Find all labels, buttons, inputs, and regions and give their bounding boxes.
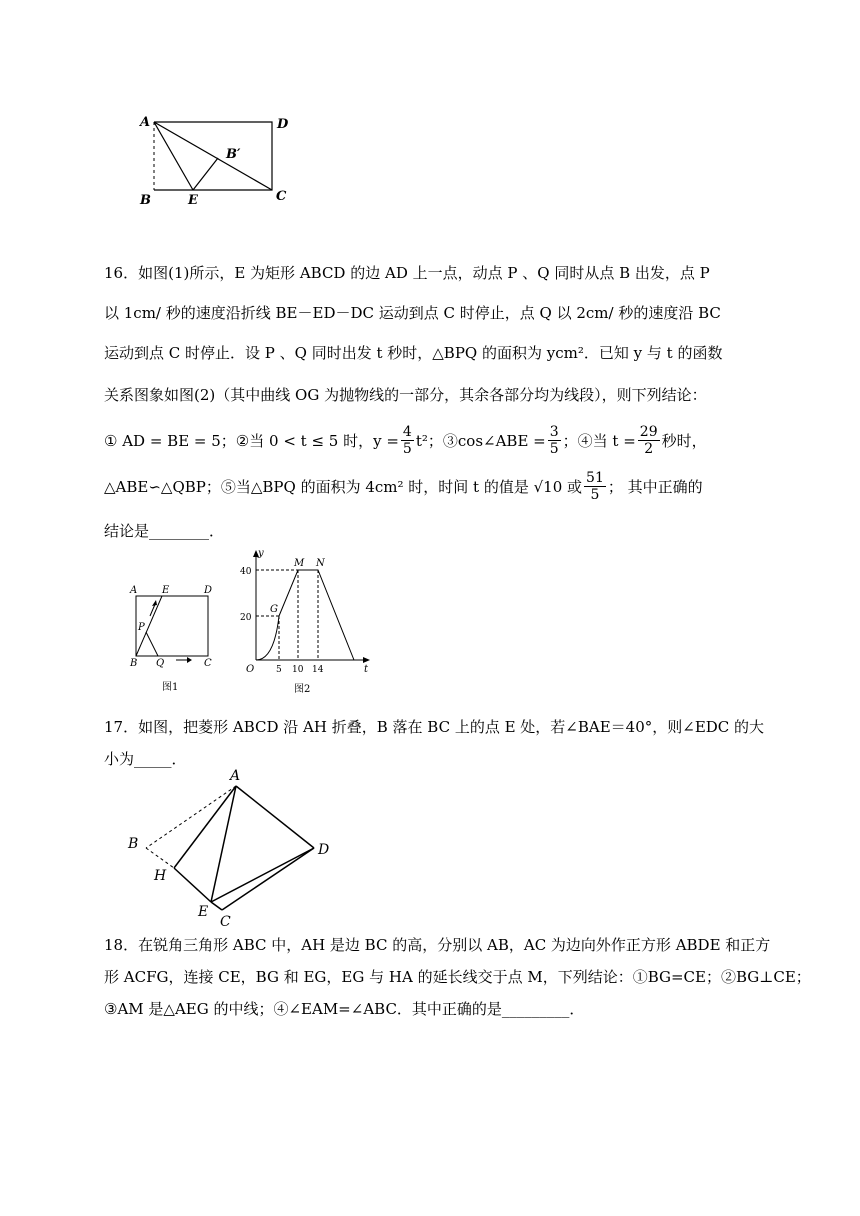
segment-ae [154,122,193,190]
fig2-label-g: G [270,604,278,615]
fig2-tick-40: 40 [240,567,252,577]
fig1-label-q: Q [156,658,165,669]
fig2-tick-10: 10 [292,665,304,675]
fraction-3-5: $\frac{3}{5}$ [549,423,559,457]
fig2-label-m: M [294,558,305,569]
fig2-caption: 图2 [294,684,311,695]
q17-label-a: A [230,768,241,784]
fig2-tick-5: 5 [276,665,282,675]
q16-line-1: 16．如图(1)所示，E 为矩形 ABCD 的边 AD 上一点，动点 P 、Q 同时从点 B 出发，点 P [104,264,710,282]
q17-label-e: E [198,904,209,920]
q17-rhombus-figure [124,764,344,930]
q17-ab-dashed [146,786,236,848]
q16-line-7: 结论是________． [104,522,225,540]
q16-l5b: t²；③cos∠ABE = [415,431,546,450]
q17-label-h: H [154,868,167,884]
fig1-label-p: P [138,622,145,633]
q18-line-3: ③AM 是△AEG 的中线；④∠EAM=∠ABC．其中正确的是_________． [104,1000,585,1018]
fig2-parabola-og [256,616,279,660]
q16-line-2: 以 1cm/ 秒的速度沿折线 BE－ED－DC 运动到点 C 时停止，点 Q 以 2cm/ 秒的速度沿 BC [104,304,721,322]
label-d: D [277,117,289,132]
fig2-tick-20: 20 [240,613,252,623]
q16-line-6 [104,466,703,506]
fig2-tick-14: 14 [312,665,324,675]
fig1-label-c: C [204,658,212,669]
label-b: B [140,193,151,208]
q16-l5c: ；④当 t = [562,431,636,450]
q17-ed [211,848,314,902]
fraction-4-5: $\frac{4}{5}$ [402,423,412,457]
q17-ad [236,786,314,848]
fraction-51-5: $\frac{51}{5}$ [586,469,604,503]
q18-line-1: 18．在锐角三角形 ABC 中，AH 是边 BC 的高，分别以 AB，AC 为边向外作正方形 ABDE 和正方 [104,936,771,954]
q17-label-c: C [220,914,231,930]
q16-l5a: ① AD = BE = 5；②当 0 < t ≤ 5 时，y = [104,431,399,450]
q17-label-d: D [318,842,330,858]
segment-eb-prime [193,158,218,190]
diagonal-ac [154,122,272,190]
fig1-label-b: B [130,658,138,669]
top-rectangle-figure [130,108,300,208]
fig1-label-a: A [130,585,138,596]
q18-line-2: 形 ACFG，连接 CE，BG 和 EG，EG 与 HA 的延长线交于点 M，下列结论：①BG=CE；②BG⊥CE； [104,968,811,986]
fig2-x-arrow [363,657,370,663]
fig2-label-n: N [316,558,325,569]
q17-bh-dashed [146,848,174,868]
fig1-rectangle [136,596,208,656]
fig2-label-t: t [364,664,369,675]
fig1-pq [146,632,158,656]
fig2-label-o: O [246,664,255,675]
fig1-arrow-right-head [187,657,192,663]
fig2-segments [279,570,354,660]
label-a: A [140,115,151,130]
fig2-label-y: y [258,548,264,559]
label-e: E [188,193,198,208]
q17-cd [222,848,314,910]
fig1-arrow-up-head [152,600,157,606]
q16-line-3: 运动到点 C 时停止．设 P 、Q 同时出发 t 秒时，△BPQ 的面积为 ycm²．已知 y 与 t 的函数 [104,344,723,362]
q17-label-b: B [128,836,139,852]
fig1-caption: 图1 [162,682,179,693]
q16-l6a: △ABE∽△QBP；⑤当△BPQ 的面积为 4cm² 时，时间 t 的值是 √10 或 [104,477,583,496]
q16-line-5 [104,420,707,460]
q17-line-1: 17．如图，把菱形 ABCD 沿 AH 折叠，B 落在 BC 上的点 E 处，若∠BAE＝40°，则∠EDC 的大 [104,718,765,736]
q17-he [174,868,211,902]
q16-figure-2 [236,548,376,698]
q16-line-4: 关系图象如图(2)（其中曲线 OG 为抛物线的一部分，其余各部分均为线段），则下列结论： [104,386,707,404]
fig1-label-e: E [162,585,170,596]
q16-figure-1 [124,580,224,695]
q17-ec [211,902,222,910]
label-c: C [276,189,287,204]
label-b-prime: B′ [226,147,241,162]
q16-l6b: ； 其中正确的 [607,477,703,496]
fraction-29-2: $\frac{29}{2}$ [639,423,658,457]
q16-l5d: 秒时， [661,431,707,450]
fig1-label-d: D [204,585,213,596]
q17-line-2: 小为_____． [104,750,187,768]
